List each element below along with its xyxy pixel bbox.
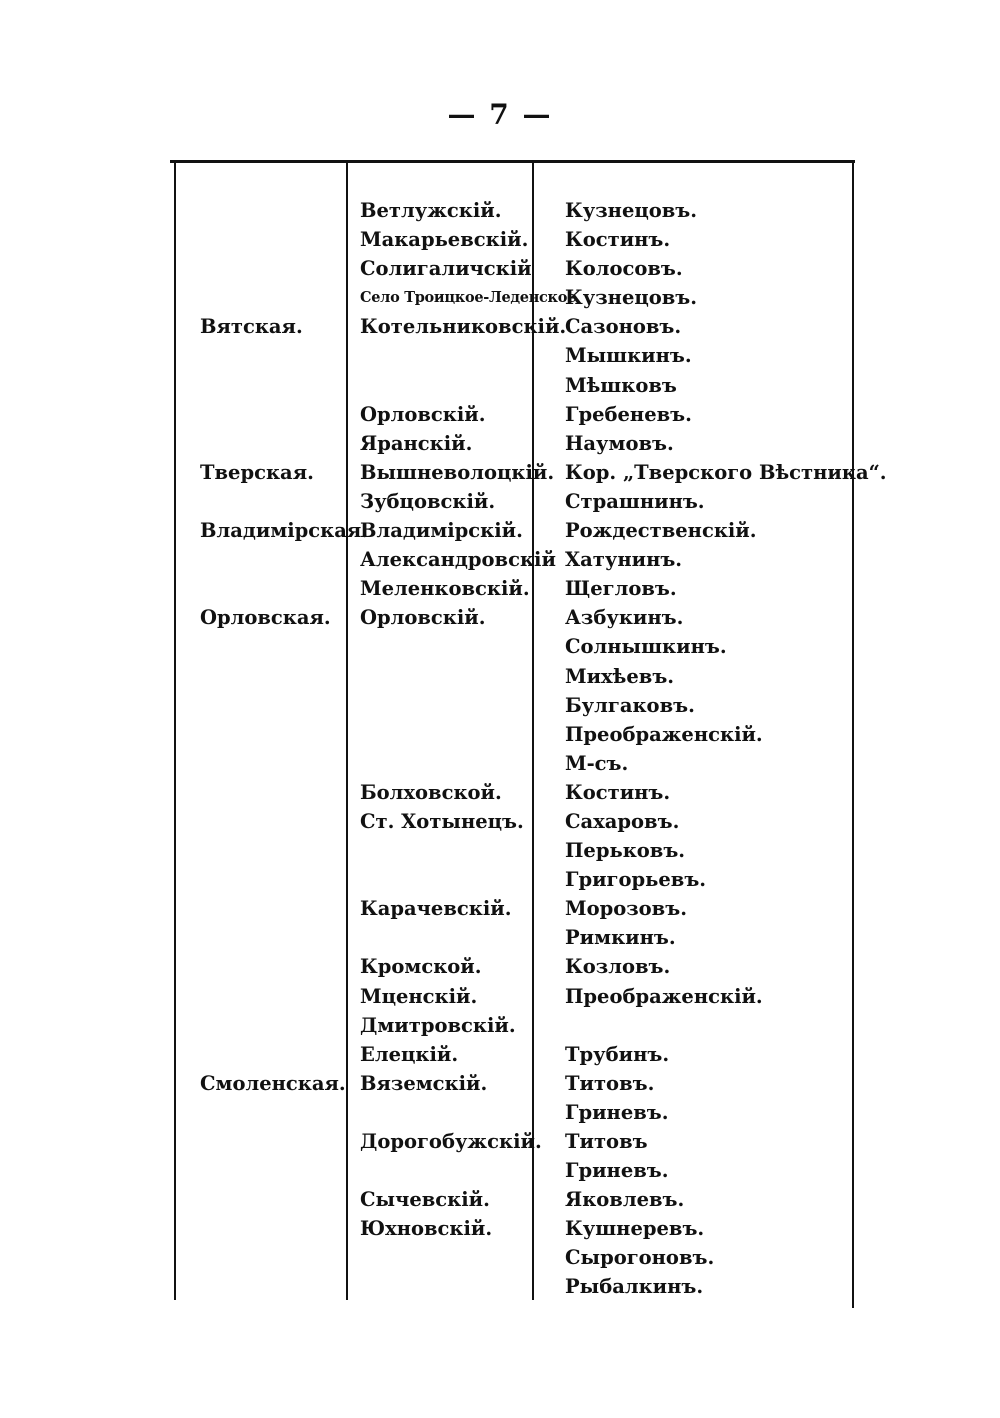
- table-body: [0, 196, 1000, 1302]
- name-cell: Перьковъ.: [565, 839, 686, 863]
- name-cell: М-съ.: [565, 751, 629, 775]
- name-cell: Булгаковъ.: [565, 693, 695, 717]
- district-cell: Ветлужскій.: [360, 199, 502, 222]
- table-row: [0, 1011, 1000, 1040]
- name-cell: Сахаровъ.: [565, 809, 680, 833]
- name-cell: Гриневъ.: [565, 1100, 669, 1124]
- table-row: [0, 341, 1000, 370]
- name-cell: Рыбалкинъ.: [565, 1275, 704, 1299]
- table-row: [0, 778, 1000, 807]
- name-cell: Кузнецовъ.: [565, 199, 698, 222]
- table-row: [0, 1214, 1000, 1243]
- table-row: [0, 283, 1000, 312]
- name-cell: Преображенскій.: [565, 984, 763, 1008]
- table-row: [0, 1243, 1000, 1272]
- district-cell: Елецкій.: [360, 1042, 459, 1066]
- name-cell: Азбукинъ.: [565, 606, 684, 630]
- name-cell: Кушнеревъ.: [565, 1217, 705, 1241]
- name-cell: Костинъ.: [565, 228, 671, 252]
- name-cell: Сырогоновъ.: [565, 1246, 715, 1270]
- table-row: [0, 458, 1000, 487]
- table-row: [0, 1272, 1000, 1301]
- district-cell: Орловскій.: [360, 606, 486, 630]
- district-cell: Зубцовскій.: [360, 489, 496, 513]
- province-cell: Тверская.: [200, 460, 314, 484]
- table-row: [0, 836, 1000, 865]
- district-cell: Котельниковскій.: [360, 315, 567, 339]
- table-row: [0, 1098, 1000, 1127]
- table-row: [0, 574, 1000, 603]
- table-row: [0, 516, 1000, 545]
- table-row: [0, 1156, 1000, 1185]
- name-cell: Колосовъ.: [565, 257, 683, 281]
- province-cell: Владимірская.: [200, 519, 369, 543]
- name-cell: Преображенскій.: [565, 722, 763, 746]
- table-row: [0, 545, 1000, 574]
- table-row: [0, 371, 1000, 400]
- table-row: [0, 1185, 1000, 1214]
- district-cell: Вяземскій.: [360, 1071, 488, 1095]
- table-row: [0, 807, 1000, 836]
- name-cell: Гриневъ.: [565, 1159, 669, 1183]
- table-row: [0, 662, 1000, 691]
- province-cell: Орловская.: [200, 606, 331, 630]
- district-cell: Солигаличскій: [360, 257, 532, 281]
- name-cell: Морозовъ.: [565, 897, 687, 921]
- table-row: [0, 749, 1000, 778]
- name-cell: Трубинъ.: [565, 1042, 670, 1066]
- name-cell: Григорьевъ.: [565, 868, 707, 892]
- name-cell: Рождественскій.: [565, 519, 757, 543]
- name-cell: Сазоновъ.: [565, 315, 682, 339]
- table-row: [0, 254, 1000, 283]
- name-cell: Хатунинъ.: [565, 548, 683, 572]
- table-row: [0, 196, 1000, 225]
- district-cell: Дорогобужскій.: [360, 1130, 542, 1153]
- name-cell: Козловъ.: [565, 955, 671, 979]
- district-cell: Село Троицкое-Леденское: [360, 289, 577, 307]
- table-row: [0, 982, 1000, 1011]
- district-cell: Карачевскій.: [360, 897, 512, 921]
- table-row: [0, 429, 1000, 458]
- table-row: [0, 865, 1000, 894]
- table-row: [0, 225, 1000, 254]
- district-cell: Александровскій: [360, 548, 556, 572]
- table-row: [0, 400, 1000, 429]
- table-row: [0, 720, 1000, 749]
- district-cell: Меленковскій.: [360, 577, 530, 601]
- district-cell: Вышневолоцкій.: [360, 460, 555, 484]
- name-cell: Кузнецовъ.: [565, 286, 698, 310]
- district-cell: Ст. Хотынецъ.: [360, 809, 524, 833]
- name-cell: Титовъ: [565, 1130, 648, 1153]
- table-row: [0, 691, 1000, 720]
- province-cell: Смоленская.: [200, 1071, 346, 1095]
- name-cell: Костинъ.: [565, 780, 671, 804]
- page-number: — 7 —: [447, 98, 553, 131]
- table-row: [0, 923, 1000, 952]
- district-cell: Дмитровскій.: [360, 1013, 516, 1037]
- name-cell: Титовъ.: [565, 1071, 655, 1095]
- table-row: [0, 1040, 1000, 1069]
- name-cell: Кор. „Тверского Вѣстника“.: [565, 460, 887, 484]
- table-row: [0, 603, 1000, 632]
- table-row: [0, 632, 1000, 661]
- name-cell: Римкинъ.: [565, 926, 676, 950]
- name-cell: Мышкинъ.: [565, 344, 692, 368]
- district-cell: Владимірскій.: [360, 519, 523, 543]
- name-cell: Гребеневъ.: [565, 402, 692, 426]
- table-row: [0, 1069, 1000, 1098]
- district-cell: Кромской.: [360, 955, 482, 979]
- name-cell: Щегловъ.: [565, 577, 677, 601]
- table-row: [0, 894, 1000, 923]
- name-cell: Михѣевъ.: [565, 664, 675, 688]
- district-cell: Мценскій.: [360, 984, 478, 1008]
- name-cell: Солнышкинъ.: [565, 635, 727, 659]
- district-cell: Макарьевскій.: [360, 228, 529, 252]
- table-row: [0, 312, 1000, 341]
- district-cell: Болховской.: [360, 780, 502, 804]
- table-row: [0, 487, 1000, 516]
- province-cell: Вятская.: [200, 315, 303, 339]
- district-cell: Сычевскій.: [360, 1188, 490, 1212]
- table-row: [0, 1127, 1000, 1156]
- table-row: [0, 952, 1000, 981]
- name-cell: Мѣшковъ: [565, 373, 677, 397]
- table-top-rule: [170, 160, 855, 163]
- district-cell: Яранскій.: [360, 431, 473, 455]
- name-cell: Страшнинъ.: [565, 489, 705, 513]
- district-cell: Юхновскій.: [360, 1217, 493, 1241]
- name-cell: Яковлевъ.: [565, 1188, 685, 1212]
- district-cell: Орловскій.: [360, 402, 486, 426]
- name-cell: Наумовъ.: [565, 431, 674, 455]
